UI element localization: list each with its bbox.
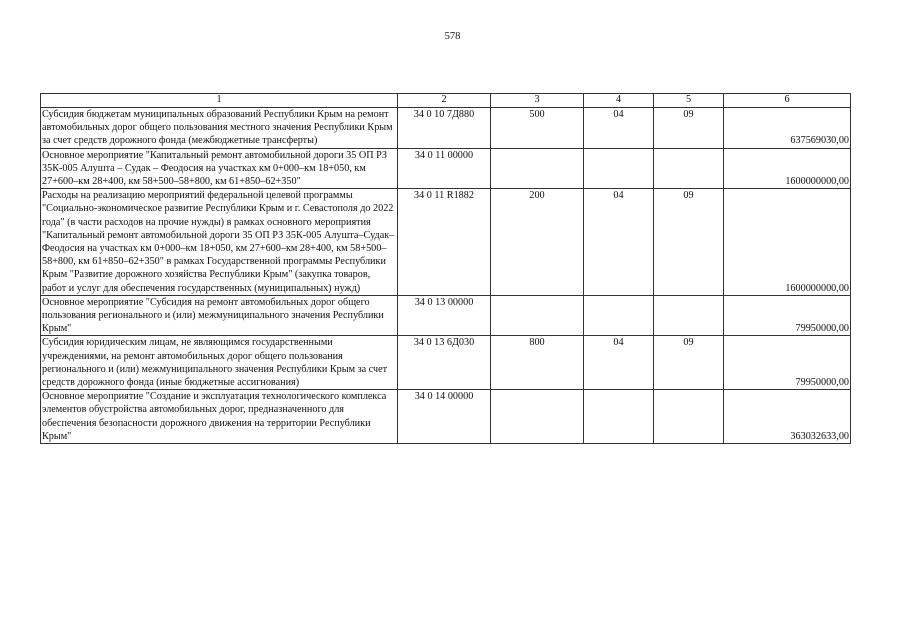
row-amount: 363032633,00 bbox=[724, 390, 851, 444]
row-code: 34 0 13 6Д030 bbox=[398, 336, 491, 390]
row-expense-type bbox=[491, 295, 584, 336]
row-section bbox=[584, 148, 654, 189]
column-header: 4 bbox=[584, 94, 654, 108]
row-description: Субсидия юридическим лицам, не являющимся государственными учреждениями, на ремонт автомобильных дорог общего пользования регионального и (или) межмуниципального значения Республики Крым за счет средств дорожного фонда (иные бюджетные ассигнования) bbox=[41, 336, 398, 390]
row-subsection bbox=[654, 390, 724, 444]
row-amount: 637569030,00 bbox=[724, 108, 851, 149]
row-code: 34 0 10 7Д880 bbox=[398, 108, 491, 149]
row-subsection: 09 bbox=[654, 189, 724, 296]
column-header: 2 bbox=[398, 94, 491, 108]
row-expense-type bbox=[491, 148, 584, 189]
row-subsection: 09 bbox=[654, 336, 724, 390]
row-subsection bbox=[654, 148, 724, 189]
row-description: Основное мероприятие "Субсидия на ремонт автомобильных дорог общего пользования регионального и (или) межмуниципального значения Республики Крым" bbox=[41, 295, 398, 336]
row-expense-type: 800 bbox=[491, 336, 584, 390]
table-row bbox=[41, 189, 851, 296]
table-row bbox=[41, 295, 851, 336]
row-subsection: 09 bbox=[654, 108, 724, 149]
row-code: 34 0 13 00000 bbox=[398, 295, 491, 336]
row-code: 34 0 14 00000 bbox=[398, 390, 491, 444]
row-section: 04 bbox=[584, 108, 654, 149]
row-section: 04 bbox=[584, 336, 654, 390]
column-header: 5 bbox=[654, 94, 724, 108]
row-section: 04 bbox=[584, 189, 654, 296]
row-description: Расходы на реализацию мероприятий федеральной целевой программы "Социально-экономическое развитие Республики Крым и г. Севастополя до 2022 года" (в части расходов на прочие нужды) в рамках основного мероприятия "Капитальный ремонт автомобильной дороги 35 ОП РЗ 35К-005 Алушта–Судак–Феодосия на участках км 0+000–км 18+050, км 27+600–км 28+400, км 58+500–58+800, км 61+850–62+350" в рамках Государственной программы Республики Крым "Развитие дорожного хозяйства Республики Крым" (закупка товаров, работ и услуг для обеспечения государственных (муниципальных) нужд) bbox=[41, 189, 398, 296]
row-section bbox=[584, 295, 654, 336]
column-header: 1 bbox=[41, 94, 398, 108]
row-expense-type bbox=[491, 390, 584, 444]
page-number: 578 bbox=[444, 31, 461, 42]
row-description: Основное мероприятие "Капитальный ремонт автомобильной дороги 35 ОП РЗ 35К-005 Алушта – Судак – Феодосия на участках км 0+000–км 18+050, км 27+600–км 28+400, км 58+500–58+800, км 61+850–62+350" bbox=[41, 148, 398, 189]
table-row bbox=[41, 336, 851, 390]
row-code: 34 0 11 00000 bbox=[398, 148, 491, 189]
row-amount: 79950000,00 bbox=[724, 336, 851, 390]
row-amount: 79950000,00 bbox=[724, 295, 851, 336]
row-amount: 1600000000,00 bbox=[724, 189, 851, 296]
row-section bbox=[584, 390, 654, 444]
row-subsection bbox=[654, 295, 724, 336]
column-header: 6 bbox=[724, 94, 851, 108]
table-row bbox=[41, 390, 851, 444]
table-row bbox=[41, 148, 851, 189]
row-expense-type: 200 bbox=[491, 189, 584, 296]
row-amount: 1600000000,00 bbox=[724, 148, 851, 189]
row-code: 34 0 11 R1882 bbox=[398, 189, 491, 296]
row-description: Основное мероприятие "Создание и эксплуатация технологического комплекса элементов обустройства автомобильных дорог, предназначенного для обеспечения безопасности дорожного движения на территории Республики Крым" bbox=[41, 390, 398, 444]
row-expense-type: 500 bbox=[491, 108, 584, 149]
column-header: 3 bbox=[491, 94, 584, 108]
row-description: Субсидия бюджетам муниципальных образований Республики Крым на ремонт автомобильных дорог общего пользования местного значения Республики Крым за счет средств дорожного фонда (межбюджетные трансферты) bbox=[41, 108, 398, 149]
table-row bbox=[41, 108, 851, 149]
table-header-row bbox=[41, 94, 851, 108]
budget-table bbox=[40, 93, 851, 444]
